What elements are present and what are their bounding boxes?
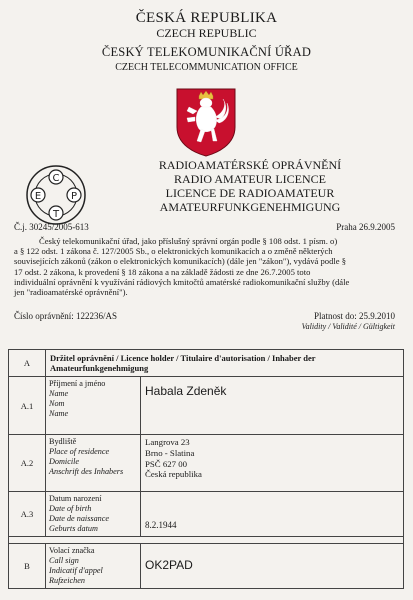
licence-number: Číslo oprávnění: 122236/AS — [14, 311, 117, 321]
birth-labels — [46, 492, 141, 537]
label-fr: Date de naissance — [49, 514, 110, 523]
birth-date: 8.2.1944 — [145, 520, 177, 530]
section-a-header — [9, 350, 404, 377]
label-de: Rufzeichen — [49, 576, 85, 585]
statement-line: 17 odst. 2 zákona, k provedení § 18 zákona a na základě žádosti ze dne 26.7.2005 toto — [14, 266, 311, 277]
table-row — [9, 492, 404, 537]
label-en: Date of birth — [49, 504, 92, 513]
row-code: A.1 — [9, 377, 46, 435]
issue-place-date: Praha 26.9.2005 — [336, 222, 395, 232]
address-country: Česká republika — [145, 469, 202, 480]
table-spacer — [9, 537, 404, 544]
holder-name-cell — [141, 377, 404, 435]
cept-letter-c: C — [52, 173, 60, 184]
label-cz: Příjmení a jméno — [49, 379, 106, 388]
licence-holder-table — [8, 349, 404, 589]
label-cz: Bydliště — [49, 437, 77, 446]
statement-line: a § 122 odst. 1 zákona č. 127/2005 Sb., o elektronických komunikacích a o změně některých — [14, 246, 333, 257]
valid-until: Platnost do: 25.9.2010 — [313, 311, 395, 321]
label-en: Place of residence — [49, 447, 110, 456]
label-fr: Domicile — [49, 457, 80, 466]
address-street: Langrova 23 — [145, 437, 190, 447]
address-city: Brno - Slatina — [145, 447, 195, 458]
statement-line: jen "radioamatérské oprávnění"). — [14, 287, 128, 298]
callsign-labels — [46, 544, 141, 589]
label-en: Name — [49, 389, 69, 398]
label-cz: Datum narození — [49, 494, 102, 503]
validity-labels: Validity / Validité / Gültigkeit — [301, 322, 395, 331]
country-title-en: CZECH REPUBLIC — [156, 26, 257, 40]
statement-line: souvisejících zákonů (zákon o elektronických komunikacích) (dále jen "zákon"), vydává podle § — [14, 256, 347, 267]
callsign-cell — [141, 544, 404, 589]
address-postcode: PSČ 627 00 — [145, 458, 188, 469]
section-letter: A — [9, 350, 46, 377]
table-row — [9, 377, 404, 435]
licence-title-de: AMATEURFUNKGENEHMIGUNG — [159, 200, 341, 214]
licence-title-en: RADIO AMATEUR LICENCE — [174, 172, 326, 186]
label-de: Geburts datum — [49, 524, 98, 533]
licence-title-fr: LICENCE DE RADIOAMATEUR — [165, 186, 335, 200]
label-en: Call sign — [49, 556, 79, 565]
cept-letter-p: P — [70, 191, 78, 202]
country-title-cz: ČESKÁ REPUBLIKA — [135, 10, 278, 26]
spacer-cell — [9, 537, 404, 544]
office-title-cz: ČESKÝ TELEKOMUNIKAČNÍ ÚŘAD — [101, 45, 312, 59]
address-cell — [141, 435, 404, 492]
table-row — [9, 435, 404, 492]
licence-statement — [14, 236, 398, 297]
office-title-en: CZECH TELECOMMUNICATION OFFICE — [115, 62, 298, 73]
label-cz: Volací značka — [49, 546, 95, 555]
coat-of-arms-icon — [173, 87, 239, 157]
birth-date-cell — [141, 492, 404, 537]
residence-labels — [46, 435, 141, 492]
row-code: A.2 — [9, 435, 46, 492]
label-de: Anschrift des Inhabers — [49, 467, 124, 476]
section-a-title: Držitel oprávnění / Licence holder / Titulaire d'autorisation / Inhaber der Amateurfunkgenehmigung — [46, 350, 404, 377]
cept-letter-t: T — [52, 209, 60, 220]
reference-number: Č.j. 30245/2005-613 — [14, 222, 89, 232]
label-fr: Nom — [49, 399, 65, 408]
label-de: Name — [49, 409, 69, 418]
section-letter: B — [9, 544, 46, 589]
section-b-row — [9, 544, 404, 589]
row-code: A.3 — [9, 492, 46, 537]
label-fr: Indicatif d'appel — [49, 566, 103, 575]
cept-letter-e: E — [34, 191, 42, 202]
name-labels — [46, 377, 141, 435]
callsign-value: OK2PAD — [145, 558, 193, 572]
statement-line: Český telekomunikační úřad, jako příslušný správní orgán podle § 108 odst. 1 písm. o) — [39, 236, 338, 246]
cept-logo-icon — [24, 163, 88, 227]
statement-line: individuální oprávnění k využívání rádiových kmitočtů amatérské radiokomunikační služby (dále — [14, 276, 350, 287]
licence-title-cz: RADIOAMATÉRSKÉ OPRÁVNĚNÍ — [158, 158, 342, 172]
holder-name: Habala Zdeněk — [145, 384, 227, 398]
